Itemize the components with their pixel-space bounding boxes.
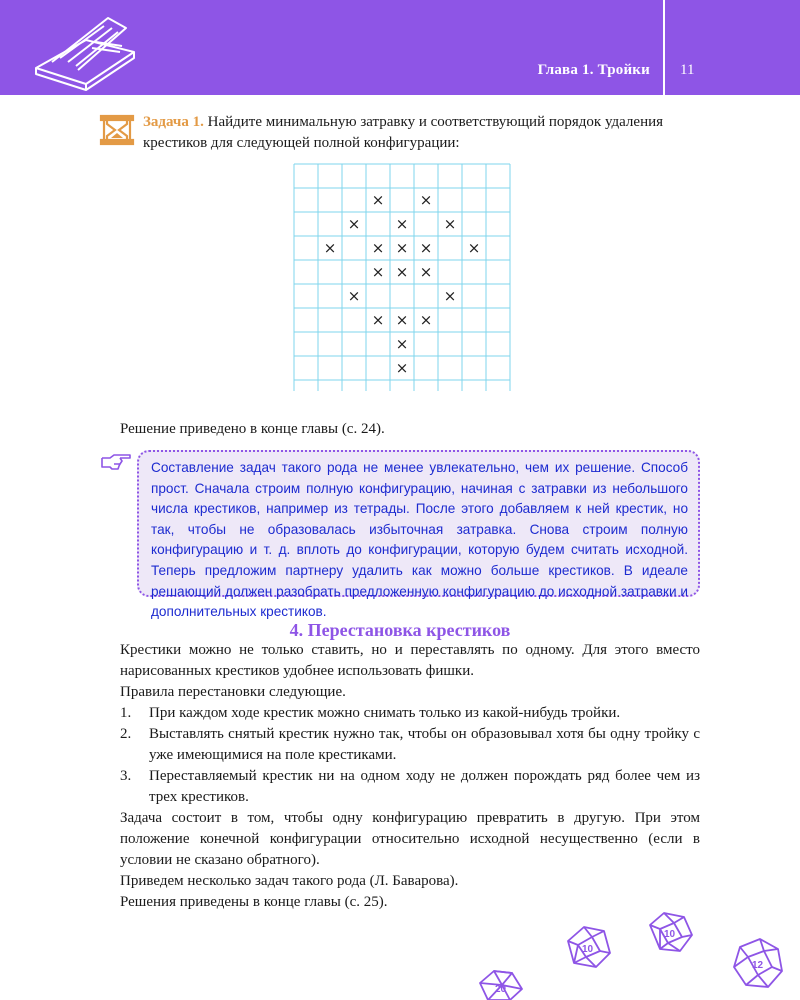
configuration-grid xyxy=(293,163,511,391)
cross-mark: × xyxy=(371,263,385,281)
cross-mark: × xyxy=(419,263,433,281)
cross-mark: × xyxy=(347,287,361,305)
cross-mark: × xyxy=(395,215,409,233)
cross-mark: × xyxy=(395,311,409,329)
dice-icon xyxy=(460,905,800,1000)
paragraph-4: Приведем несколько задач такого рода (Л. Баварова). xyxy=(120,873,459,889)
page-header xyxy=(0,0,800,95)
task-label: Задача 1. xyxy=(143,114,204,130)
paragraph-3: Задача состоит в том, чтобы одну конфигурацию превратить в другую. При этом положение конечной конфигурации относительно исходной несущественно (если в условии не сказано обратного). xyxy=(120,810,700,868)
rule-item: 3. Переставляемый крестик ни на одном ходу не должен порождать ряд более чем из трех крестиков. xyxy=(120,768,700,805)
pointing-hand-icon xyxy=(100,452,132,472)
paragraph-5: Решения приведены в конце главы (с. 25). xyxy=(120,894,388,910)
cross-mark: × xyxy=(419,191,433,209)
open-box-icon xyxy=(30,12,140,92)
cross-mark: × xyxy=(443,287,457,305)
cross-mark: × xyxy=(371,311,385,329)
note-box xyxy=(137,450,700,620)
cross-mark: × xyxy=(395,335,409,353)
rule-item: 2. Выставлять снятый крестик нужно так, чтобы он образовывал хотя бы одну тройку с уже имеющимися на поле крестиками. xyxy=(120,726,700,763)
cross-mark: × xyxy=(395,239,409,257)
die-number: 20 xyxy=(495,984,507,995)
solution-reference: Решение приведено в конце главы (с. 24). xyxy=(120,421,385,437)
section-title: 4. Перестановка крестиков xyxy=(289,620,511,640)
section-body xyxy=(120,640,700,913)
cross-mark: × xyxy=(371,191,385,209)
cross-mark: × xyxy=(395,263,409,281)
cross-mark: × xyxy=(347,215,361,233)
page-number: 11 xyxy=(680,62,695,78)
task-1 xyxy=(143,112,699,154)
die-number: 10 xyxy=(582,944,594,955)
chapter-title: Глава 1. Тройки xyxy=(537,62,650,78)
cross-mark: × xyxy=(467,239,481,257)
rule-item: 1. При каждом ходе крестик можно снимать только из какой-нибудь тройки. xyxy=(120,705,621,721)
paragraph-2: Правила перестановки следующие. xyxy=(120,684,346,700)
rules-list xyxy=(120,703,700,808)
cross-mark: × xyxy=(395,359,409,377)
die-number: 12 xyxy=(752,960,764,971)
cross-mark: × xyxy=(443,215,457,233)
header-divider xyxy=(663,0,665,95)
task-text: Найдите минимальную затравку и соответствующий порядок удаления крестиков для следующей полной конфигурации: xyxy=(143,114,664,151)
cross-mark: × xyxy=(419,239,433,257)
die-number: 10 xyxy=(664,929,676,940)
cross-mark: × xyxy=(323,239,337,257)
note-text: Составление задач такого рода не менее увлекательно, чем их решение. Способ прост. Сначала строим полную конфигурацию, начиная с затравки из небольшого числа крестиков, например из тетрады. После этого добавляем к ней крестик, но так, чтобы не образовалась избыточная затравка. Снова строим полную конфигурацию и т. д. вплоть до конфигурации, которую будем считать исходной. Теперь предложим партнеру удалить как можно больше крестиков. В идеале решающий должен разобрать предложенную конфигурацию до исходной затравки и дополнительных крестиков. xyxy=(151,460,688,620)
hourglass-icon xyxy=(99,114,135,146)
cross-mark: × xyxy=(371,239,385,257)
cross-mark: × xyxy=(419,311,433,329)
paragraph-1: Крестики можно не только ставить, но и переставлять по одному. Для этого вместо нарисованных крестиков удобнее использовать фишки. xyxy=(120,642,700,679)
